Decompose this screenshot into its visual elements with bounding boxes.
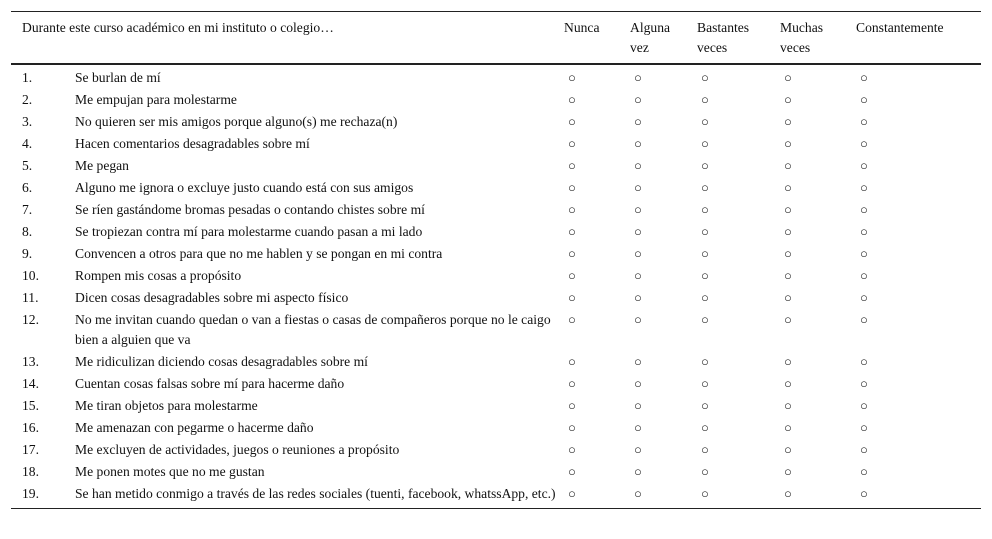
option-cell-alguna-vez xyxy=(630,439,697,461)
option-cell-bastantes-veces xyxy=(697,461,780,483)
table-row xyxy=(11,309,981,351)
option-cell-nunca xyxy=(564,351,630,373)
option-cell-constantemente xyxy=(856,461,981,483)
radio-option-alguna-vez[interactable]: ○ xyxy=(634,376,642,391)
radio-option-muchas-veces[interactable]: ○ xyxy=(784,158,792,173)
item-text: Me tiran objetos para molestarme xyxy=(75,398,258,413)
option-cell-alguna-vez xyxy=(630,395,697,417)
table-row xyxy=(11,89,981,111)
radio-option-constantemente[interactable]: ○ xyxy=(860,158,868,173)
radio-option-alguna-vez[interactable]: ○ xyxy=(634,442,642,457)
radio-option-bastantes-veces[interactable]: ○ xyxy=(701,442,709,457)
radio-option-muchas-veces[interactable]: ○ xyxy=(784,376,792,391)
radio-option-nunca[interactable]: ○ xyxy=(568,246,576,261)
radio-option-alguna-vez[interactable]: ○ xyxy=(634,158,642,173)
radio-option-nunca[interactable]: ○ xyxy=(568,92,576,107)
radio-option-nunca[interactable]: ○ xyxy=(568,312,576,327)
option-cell-nunca xyxy=(564,155,630,177)
radio-option-nunca[interactable]: ○ xyxy=(568,158,576,173)
bullying-scale-table xyxy=(11,11,981,509)
table-row xyxy=(11,177,981,199)
item-text: Me ponen motes que no me gustan xyxy=(75,464,265,479)
option-cell-nunca xyxy=(564,243,630,265)
option-cell-muchas-veces xyxy=(780,177,856,199)
radio-option-constantemente[interactable]: ○ xyxy=(860,114,868,129)
option-cell-constantemente xyxy=(856,287,981,309)
radio-option-muchas-veces[interactable]: ○ xyxy=(784,442,792,457)
option-cell-bastantes-veces xyxy=(697,243,780,265)
option-cell-constantemente xyxy=(856,417,981,439)
radio-option-constantemente[interactable]: ○ xyxy=(860,136,868,151)
option-cell-alguna-vez xyxy=(630,155,697,177)
radio-option-alguna-vez[interactable]: ○ xyxy=(634,224,642,239)
option-header-bastantes-veces: Bastantes veces xyxy=(697,20,750,55)
option-cell-constantemente xyxy=(856,64,981,89)
radio-option-constantemente[interactable]: ○ xyxy=(860,268,868,283)
table-row xyxy=(11,111,981,133)
option-cell-muchas-veces xyxy=(780,111,856,133)
item-text: Se tropiezan contra mí para molestarme cuando pasan a mi lado xyxy=(75,224,423,239)
option-cell-nunca xyxy=(564,221,630,243)
radio-option-muchas-veces[interactable]: ○ xyxy=(784,354,792,369)
radio-option-constantemente[interactable]: ○ xyxy=(860,376,868,391)
item-number: 18. xyxy=(22,464,39,479)
option-cell-constantemente xyxy=(856,111,981,133)
radio-option-bastantes-veces[interactable]: ○ xyxy=(701,246,709,261)
radio-option-constantemente[interactable]: ○ xyxy=(860,312,868,327)
table-row xyxy=(11,199,981,221)
option-cell-alguna-vez xyxy=(630,111,697,133)
option-cell-bastantes-veces xyxy=(697,265,780,287)
option-cell-nunca xyxy=(564,309,630,351)
item-number: 7. xyxy=(22,202,33,217)
radio-option-alguna-vez[interactable]: ○ xyxy=(634,114,642,129)
header-row xyxy=(11,12,981,65)
option-cell-bastantes-veces xyxy=(697,89,780,111)
option-cell-bastantes-veces xyxy=(697,199,780,221)
radio-option-bastantes-veces[interactable]: ○ xyxy=(701,354,709,369)
option-cell-nunca xyxy=(564,439,630,461)
option-cell-alguna-vez xyxy=(630,351,697,373)
option-cell-nunca xyxy=(564,89,630,111)
radio-option-bastantes-veces[interactable]: ○ xyxy=(701,224,709,239)
radio-option-constantemente[interactable]: ○ xyxy=(860,420,868,435)
item-number: 10. xyxy=(22,268,39,283)
item-number: 14. xyxy=(22,376,39,391)
option-cell-constantemente xyxy=(856,309,981,351)
radio-option-alguna-vez[interactable]: ○ xyxy=(634,246,642,261)
option-cell-alguna-vez xyxy=(630,199,697,221)
items-body xyxy=(11,64,981,509)
item-text: Me amenazan con pegarme o hacerme daño xyxy=(75,420,314,435)
option-cell-muchas-veces xyxy=(780,64,856,89)
radio-option-bastantes-veces[interactable]: ○ xyxy=(701,290,709,305)
item-number: 1. xyxy=(22,70,33,85)
option-cell-muchas-veces xyxy=(780,439,856,461)
option-cell-bastantes-veces xyxy=(697,351,780,373)
option-cell-constantemente xyxy=(856,351,981,373)
table-row xyxy=(11,221,981,243)
option-cell-alguna-vez xyxy=(630,221,697,243)
radio-option-alguna-vez[interactable]: ○ xyxy=(634,92,642,107)
option-cell-muchas-veces xyxy=(780,483,856,509)
radio-option-muchas-veces[interactable]: ○ xyxy=(784,420,792,435)
table-row xyxy=(11,133,981,155)
option-cell-nunca xyxy=(564,177,630,199)
option-cell-nunca xyxy=(564,395,630,417)
item-number: 9. xyxy=(22,246,33,261)
option-cell-nunca xyxy=(564,64,630,89)
radio-option-nunca[interactable]: ○ xyxy=(568,180,576,195)
radio-option-muchas-veces[interactable]: ○ xyxy=(784,180,792,195)
item-text: Me pegan xyxy=(75,158,129,173)
option-cell-alguna-vez xyxy=(630,89,697,111)
radio-option-bastantes-veces[interactable]: ○ xyxy=(701,464,709,479)
item-number: 16. xyxy=(22,420,39,435)
radio-option-nunca[interactable]: ○ xyxy=(568,114,576,129)
radio-option-bastantes-veces[interactable]: ○ xyxy=(701,92,709,107)
radio-option-constantemente[interactable]: ○ xyxy=(860,70,868,85)
option-cell-nunca xyxy=(564,265,630,287)
radio-option-alguna-vez[interactable]: ○ xyxy=(634,70,642,85)
option-cell-bastantes-veces xyxy=(697,483,780,509)
radio-option-nunca[interactable]: ○ xyxy=(568,376,576,391)
radio-option-constantemente[interactable]: ○ xyxy=(860,246,868,261)
radio-option-alguna-vez[interactable]: ○ xyxy=(634,398,642,413)
option-cell-muchas-veces xyxy=(780,373,856,395)
option-cell-bastantes-veces xyxy=(697,177,780,199)
radio-option-constantemente[interactable]: ○ xyxy=(860,464,868,479)
radio-option-alguna-vez[interactable]: ○ xyxy=(634,202,642,217)
item-number: 15. xyxy=(22,398,39,413)
radio-option-nunca[interactable]: ○ xyxy=(568,464,576,479)
item-text: Se han metido conmigo a través de las redes sociales (tuenti, facebook, whatssApp, etc.) xyxy=(75,486,556,501)
table-row xyxy=(11,351,981,373)
item-text: Cuentan cosas falsas sobre mí para hacerme daño xyxy=(75,376,345,391)
item-text: Me excluyen de actividades, juegos o reuniones a propósito xyxy=(75,442,400,457)
radio-option-alguna-vez[interactable]: ○ xyxy=(634,420,642,435)
option-cell-constantemente xyxy=(856,155,981,177)
item-text: Hacen comentarios desagradables sobre mí xyxy=(75,136,310,151)
radio-option-nunca[interactable]: ○ xyxy=(568,442,576,457)
radio-option-muchas-veces[interactable]: ○ xyxy=(784,246,792,261)
radio-option-constantemente[interactable]: ○ xyxy=(860,442,868,457)
option-cell-bastantes-veces xyxy=(697,395,780,417)
item-number: 8. xyxy=(22,224,33,239)
option-cell-bastantes-veces xyxy=(697,373,780,395)
radio-option-nunca[interactable]: ○ xyxy=(568,202,576,217)
item-number: 5. xyxy=(22,158,33,173)
item-number: 6. xyxy=(22,180,33,195)
option-cell-alguna-vez xyxy=(630,309,697,351)
radio-option-constantemente[interactable]: ○ xyxy=(860,398,868,413)
radio-option-constantemente[interactable]: ○ xyxy=(860,202,868,217)
radio-option-bastantes-veces[interactable]: ○ xyxy=(701,268,709,283)
item-text: Se burlan de mí xyxy=(75,70,161,85)
item-number: 17. xyxy=(22,442,39,457)
radio-option-muchas-veces[interactable]: ○ xyxy=(784,202,792,217)
option-cell-bastantes-veces xyxy=(697,111,780,133)
item-number: 3. xyxy=(22,114,33,129)
option-cell-muchas-veces xyxy=(780,133,856,155)
option-cell-alguna-vez xyxy=(630,287,697,309)
option-cell-muchas-veces xyxy=(780,221,856,243)
option-header-alguna-vez: Alguna vez xyxy=(630,20,671,55)
radio-option-nunca[interactable]: ○ xyxy=(568,486,576,501)
radio-option-muchas-veces[interactable]: ○ xyxy=(784,136,792,151)
option-cell-alguna-vez xyxy=(630,461,697,483)
option-cell-muchas-veces xyxy=(780,287,856,309)
radio-option-bastantes-veces[interactable]: ○ xyxy=(701,398,709,413)
radio-option-alguna-vez[interactable]: ○ xyxy=(634,354,642,369)
item-text: Me empujan para molestarme xyxy=(75,92,237,107)
radio-option-nunca[interactable]: ○ xyxy=(568,70,576,85)
radio-option-alguna-vez[interactable]: ○ xyxy=(634,464,642,479)
radio-option-constantemente[interactable]: ○ xyxy=(860,486,868,501)
option-cell-muchas-veces xyxy=(780,89,856,111)
table-row xyxy=(11,439,981,461)
radio-option-alguna-vez[interactable]: ○ xyxy=(634,268,642,283)
option-cell-bastantes-veces xyxy=(697,417,780,439)
radio-option-muchas-veces[interactable]: ○ xyxy=(784,70,792,85)
option-cell-constantemente xyxy=(856,265,981,287)
option-cell-nunca xyxy=(564,287,630,309)
radio-option-constantemente[interactable]: ○ xyxy=(860,290,868,305)
table-row xyxy=(11,265,981,287)
item-text: Alguno me ignora o excluye justo cuando está con sus amigos xyxy=(75,180,414,195)
radio-option-bastantes-veces[interactable]: ○ xyxy=(701,158,709,173)
option-cell-nunca xyxy=(564,483,630,509)
option-cell-bastantes-veces xyxy=(697,64,780,89)
option-cell-nunca xyxy=(564,373,630,395)
item-number: 12. xyxy=(22,312,39,327)
option-cell-bastantes-veces xyxy=(697,221,780,243)
item-text: Me ridiculizan diciendo cosas desagradables sobre mí xyxy=(75,354,368,369)
option-header-constantemente: Constantemente xyxy=(856,20,944,35)
option-cell-muchas-veces xyxy=(780,417,856,439)
radio-option-nunca[interactable]: ○ xyxy=(568,268,576,283)
option-cell-muchas-veces xyxy=(780,265,856,287)
radio-option-nunca[interactable]: ○ xyxy=(568,136,576,151)
radio-option-muchas-veces[interactable]: ○ xyxy=(784,92,792,107)
option-cell-nunca xyxy=(564,111,630,133)
option-cell-constantemente xyxy=(856,221,981,243)
item-number: 19. xyxy=(22,486,39,501)
radio-option-muchas-veces[interactable]: ○ xyxy=(784,486,792,501)
item-text: No quieren ser mis amigos porque alguno(s) me rechaza(n) xyxy=(75,114,398,129)
questionnaire xyxy=(11,11,981,509)
option-cell-muchas-veces xyxy=(780,395,856,417)
option-cell-nunca xyxy=(564,417,630,439)
radio-option-bastantes-veces[interactable]: ○ xyxy=(701,136,709,151)
option-cell-alguna-vez xyxy=(630,417,697,439)
option-cell-constantemente xyxy=(856,199,981,221)
table-row xyxy=(11,64,981,89)
radio-option-muchas-veces[interactable]: ○ xyxy=(784,268,792,283)
radio-option-alguna-vez[interactable]: ○ xyxy=(634,180,642,195)
radio-option-bastantes-veces[interactable]: ○ xyxy=(701,114,709,129)
item-text: Dicen cosas desagradables sobre mi aspecto físico xyxy=(75,290,349,305)
option-cell-muchas-veces xyxy=(780,461,856,483)
item-text: Rompen mis cosas a propósito xyxy=(75,268,242,283)
option-cell-alguna-vez xyxy=(630,64,697,89)
option-cell-muchas-veces xyxy=(780,309,856,351)
option-cell-nunca xyxy=(564,461,630,483)
radio-option-nunca[interactable]: ○ xyxy=(568,354,576,369)
table-row xyxy=(11,243,981,265)
radio-option-muchas-veces[interactable]: ○ xyxy=(784,312,792,327)
option-cell-alguna-vez xyxy=(630,373,697,395)
radio-option-muchas-veces[interactable]: ○ xyxy=(784,114,792,129)
radio-option-constantemente[interactable]: ○ xyxy=(860,354,868,369)
radio-option-nunca[interactable]: ○ xyxy=(568,420,576,435)
radio-option-bastantes-veces[interactable]: ○ xyxy=(701,486,709,501)
radio-option-bastantes-veces[interactable]: ○ xyxy=(701,70,709,85)
option-header-nunca: Nunca xyxy=(564,20,600,35)
table-row xyxy=(11,373,981,395)
option-cell-muchas-veces xyxy=(780,155,856,177)
radio-option-bastantes-veces[interactable]: ○ xyxy=(701,202,709,217)
table-row xyxy=(11,483,981,509)
option-cell-alguna-vez xyxy=(630,177,697,199)
option-cell-muchas-veces xyxy=(780,243,856,265)
table-row xyxy=(11,287,981,309)
option-cell-alguna-vez xyxy=(630,133,697,155)
radio-option-constantemente[interactable]: ○ xyxy=(860,92,868,107)
radio-option-bastantes-veces[interactable]: ○ xyxy=(701,180,709,195)
question-header: Durante este curso académico en mi instituto o colegio… xyxy=(22,20,334,35)
radio-option-muchas-veces[interactable]: ○ xyxy=(784,224,792,239)
item-number: 13. xyxy=(22,354,39,369)
radio-option-bastantes-veces[interactable]: ○ xyxy=(701,376,709,391)
option-cell-muchas-veces xyxy=(780,351,856,373)
radio-option-nunca[interactable]: ○ xyxy=(568,224,576,239)
option-cell-constantemente xyxy=(856,177,981,199)
option-cell-bastantes-veces xyxy=(697,287,780,309)
table-row xyxy=(11,417,981,439)
option-cell-bastantes-veces xyxy=(697,155,780,177)
option-cell-alguna-vez xyxy=(630,265,697,287)
item-text: No me invitan cuando quedan o van a fiestas o casas de compañeros porque no le caigo bien a alguien que va xyxy=(75,312,551,347)
radio-option-nunca[interactable]: ○ xyxy=(568,290,576,305)
option-cell-alguna-vez xyxy=(630,483,697,509)
option-cell-bastantes-veces xyxy=(697,133,780,155)
radio-option-muchas-veces[interactable]: ○ xyxy=(784,290,792,305)
option-cell-nunca xyxy=(564,199,630,221)
option-cell-muchas-veces xyxy=(780,199,856,221)
radio-option-alguna-vez[interactable]: ○ xyxy=(634,136,642,151)
option-cell-constantemente xyxy=(856,243,981,265)
radio-option-muchas-veces[interactable]: ○ xyxy=(784,398,792,413)
item-text: Se ríen gastándome bromas pesadas o contando chistes sobre mí xyxy=(75,202,425,217)
item-number: 2. xyxy=(22,92,33,107)
option-cell-constantemente xyxy=(856,439,981,461)
option-cell-constantemente xyxy=(856,373,981,395)
radio-option-alguna-vez[interactable]: ○ xyxy=(634,486,642,501)
option-cell-bastantes-veces xyxy=(697,309,780,351)
option-cell-constantemente xyxy=(856,395,981,417)
item-number: 11. xyxy=(22,290,39,305)
radio-option-constantemente[interactable]: ○ xyxy=(860,180,868,195)
table-row xyxy=(11,461,981,483)
radio-option-muchas-veces[interactable]: ○ xyxy=(784,464,792,479)
option-cell-alguna-vez xyxy=(630,243,697,265)
option-header-muchas-veces: Muchas veces xyxy=(780,20,824,55)
item-number: 4. xyxy=(22,136,33,151)
radio-option-bastantes-veces[interactable]: ○ xyxy=(701,312,709,327)
option-cell-constantemente xyxy=(856,89,981,111)
radio-option-alguna-vez[interactable]: ○ xyxy=(634,290,642,305)
radio-option-bastantes-veces[interactable]: ○ xyxy=(701,420,709,435)
option-cell-constantemente xyxy=(856,483,981,509)
radio-option-constantemente[interactable]: ○ xyxy=(860,224,868,239)
radio-option-nunca[interactable]: ○ xyxy=(568,398,576,413)
radio-option-alguna-vez[interactable]: ○ xyxy=(634,312,642,327)
table-row xyxy=(11,395,981,417)
option-cell-constantemente xyxy=(856,133,981,155)
option-cell-bastantes-veces xyxy=(697,439,780,461)
table-row xyxy=(11,155,981,177)
item-text: Convencen a otros para que no me hablen y se pongan en mi contra xyxy=(75,246,443,261)
option-cell-nunca xyxy=(564,133,630,155)
